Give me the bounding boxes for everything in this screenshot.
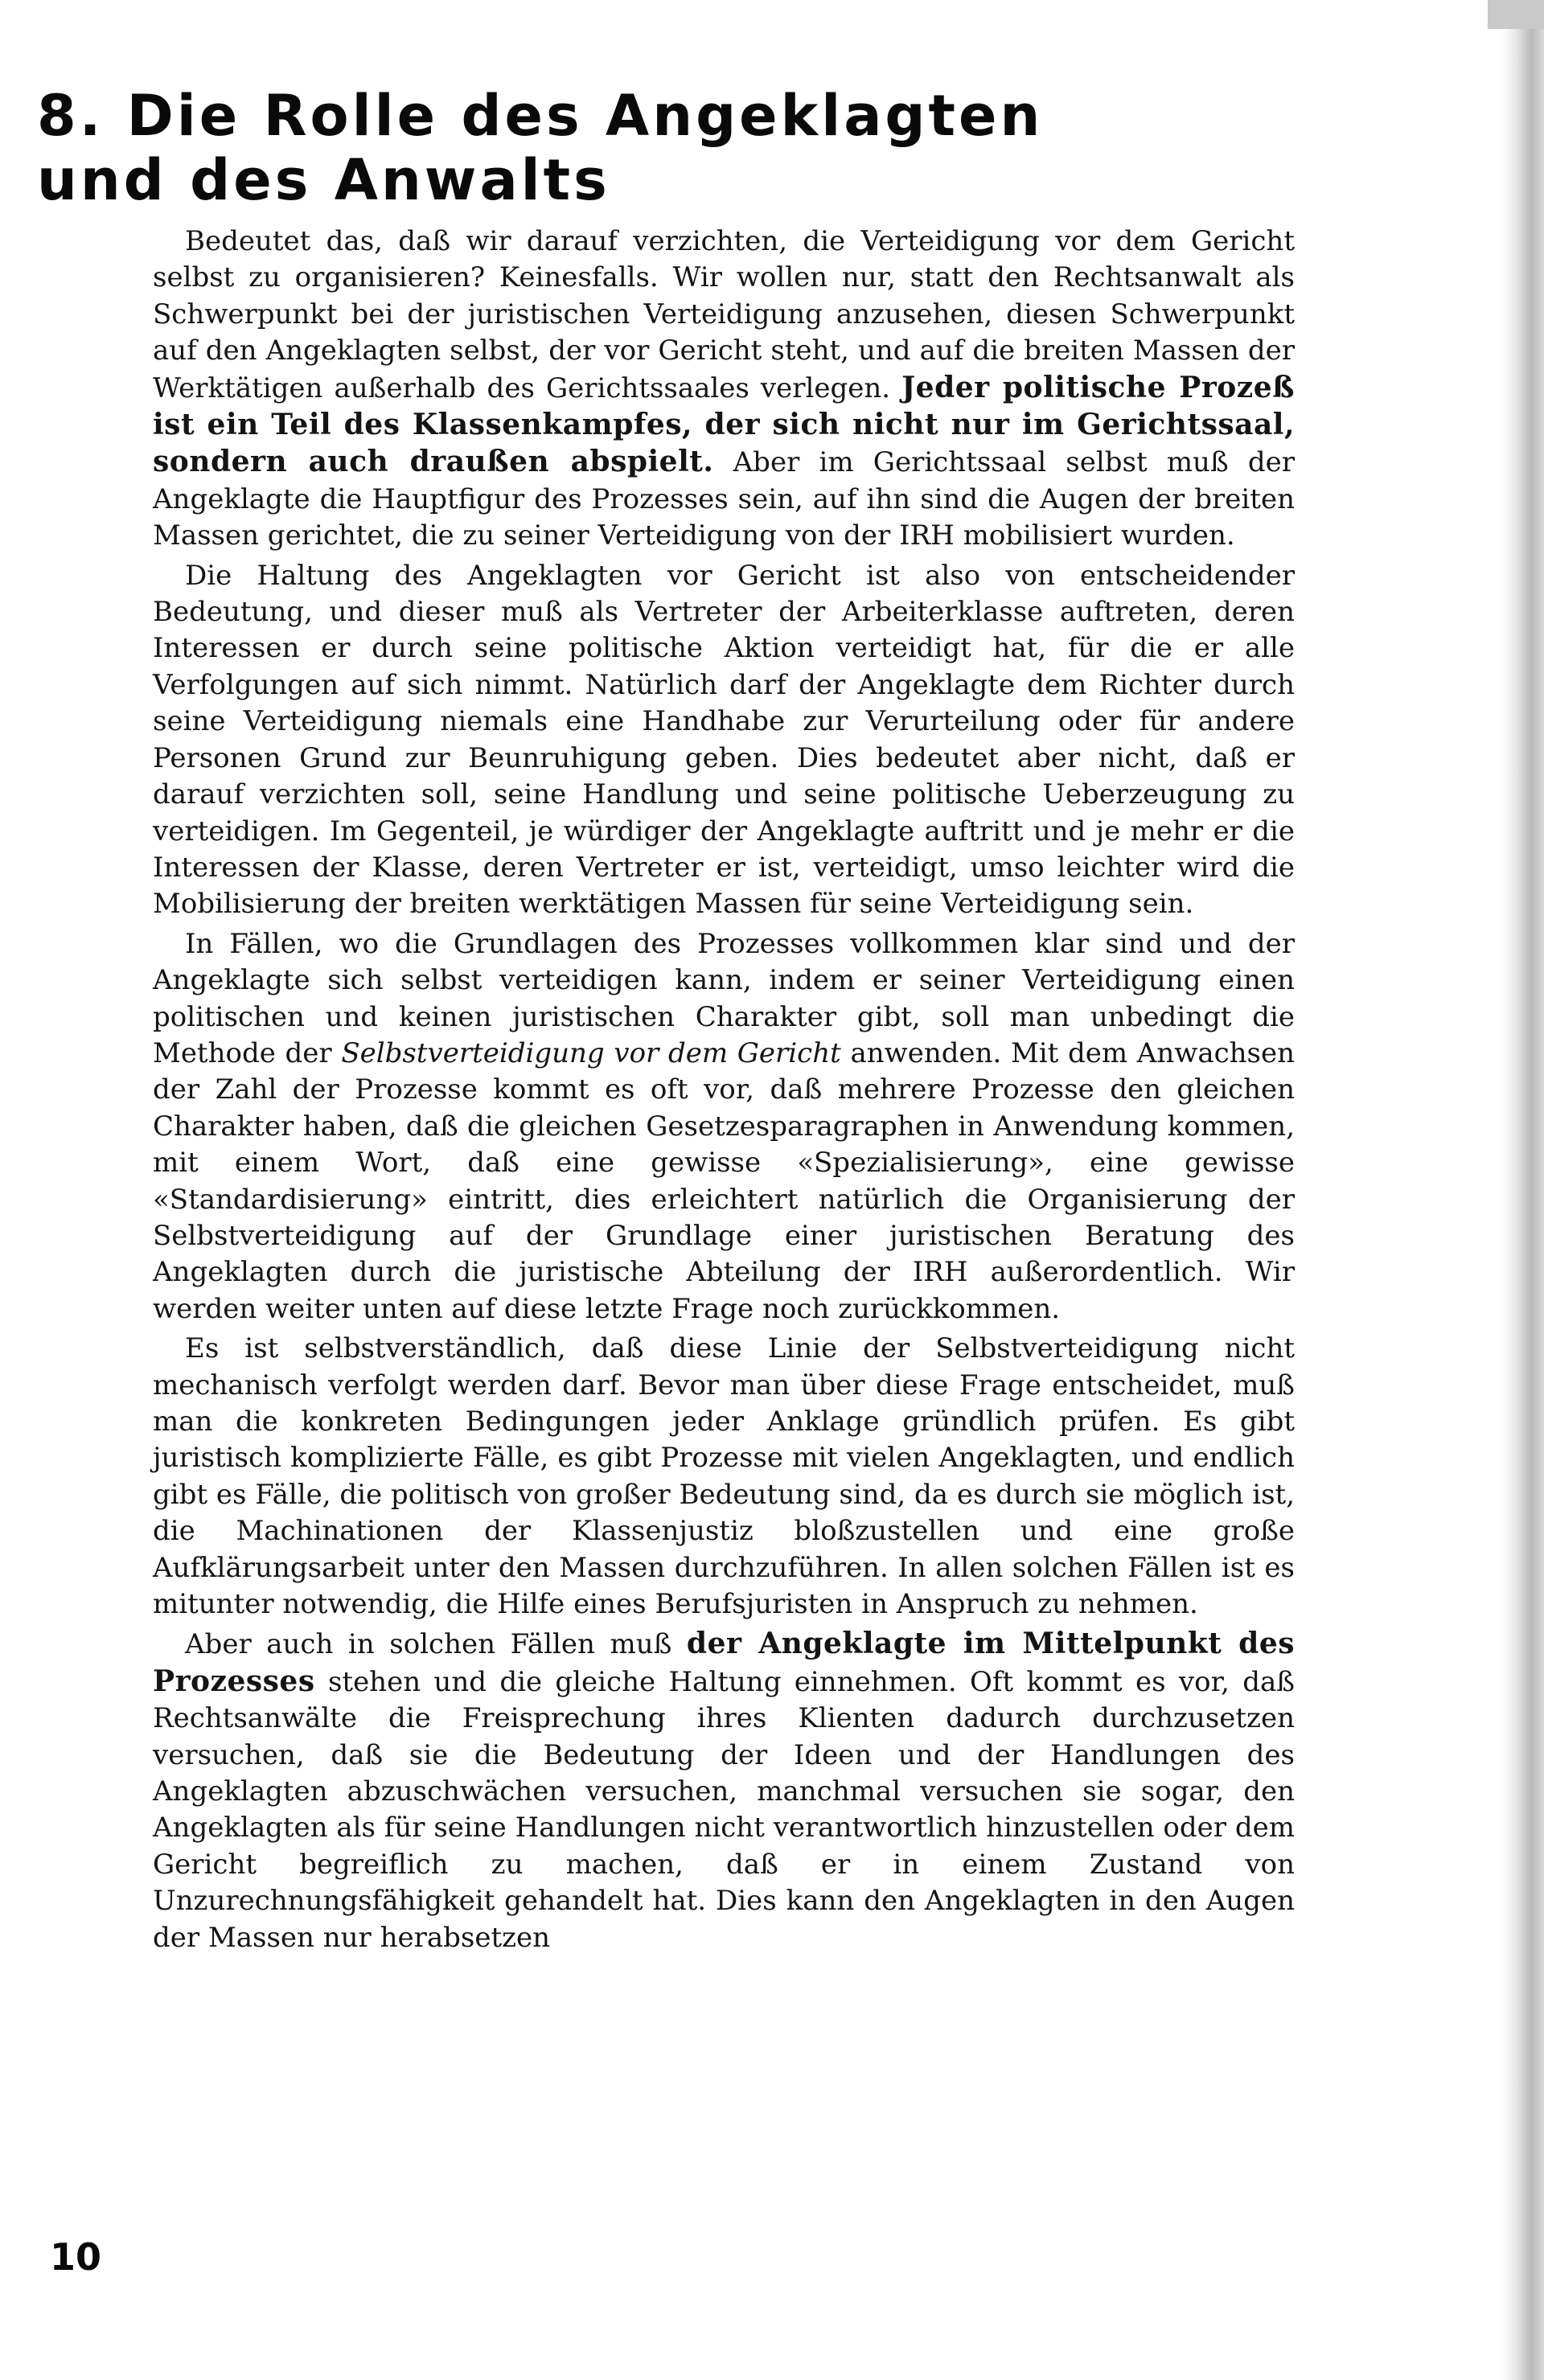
paragraph-4-text: Es ist selbstverständlich, daß diese Linie der Selbstverteidigung nicht mechanisch verfolgt werden darf. Bevor man über diese Frage entscheidet, muß man die konkreten Bedingungen jeder Anklage gründlich prüfen. Es gibt juristisch komplizierte Fälle, es gibt Prozesse mit vielen Angeklagten, und endlich gibt es Fälle, die politisch von großer Bedeutung sind, da es durch sie möglich ist, die Machinationen der Klassenjustiz bloßzustellen und eine große Aufklärungsarbeit unter den Massen durchzuführen. In allen solchen Fällen ist es mitunter notwendig, die Hilfe eines Berufsjuristen in Anspruch zu nehmen. xyxy=(153,1332,1295,1621)
paragraph-2-text: Die Haltung des Angeklagten vor Gericht ist also von entscheidender Bedeutung, und dieser muß als Vertreter der Arbeiterklasse auftreten, deren Interessen er durch seine politische Aktion verteidigt hat, für die er alle Verfolgungen auf sich nimmt. Natürlich darf der Angeklagte dem Richter durch seine Verteidigung niemals eine Handhabe zur Verurteilung oder für andere Personen Grund zur Beunruhigung geben. Dies bedeutet aber nicht, daß er darauf verzichten soll, seine Handlung und seine politische Ueberzeugung zu verteidigen. Im Gegenteil, je würdiger der Angeklagte auftritt und je mehr er die Interessen der Klasse, deren Vertreter er ist, verteidigt, umso leichter wird die Mobilisierung der breiten werktätigen Massen für seine Verteidigung sein. xyxy=(153,559,1295,921)
paragraph-4 xyxy=(153,1331,1295,1623)
body-text xyxy=(153,224,1295,1956)
paragraph-3-italic: Selbstverteidigung vor dem Gericht xyxy=(341,1036,841,1069)
page-number: 10 xyxy=(50,2235,102,2279)
chapter-heading xyxy=(37,84,1291,212)
paragraph-1 xyxy=(153,224,1295,555)
paragraph-3-text: In Fällen, wo die Grundlagen des Prozesses vollkommen klar sind und der Angeklagte sich selbst verteidigen kann, indem er seiner Verteidigung einen politischen und keinen juristischen Charakter gibt, soll man unbedingt die Methode der xyxy=(153,927,1295,1069)
paragraph-3-text-continued: anwenden. Mit dem Anwachsen der Zahl der Prozesse kommt es oft vor, daß mehrere Prozesse den gleichen Charakter haben, daß die gleichen Gesetzesparagraphen in Anwendung kommen, mit einem Wort, daß eine gewisse «Spezialisierung», eine gewisse «Standardisierung» eintritt, dies erleichtert natürlich die Organisierung der Selbstverteidigung auf der Grundlage einer juristischen Beratung des Angeklagten durch die juristische Abteilung der IRH außerordentlich. Wir werden weiter unten auf diese letzte Frage noch zurückkommen. xyxy=(153,1036,1296,1325)
paragraph-3 xyxy=(153,926,1295,1327)
page-corner xyxy=(1488,0,1544,29)
heading-line-1: 8. Die Rolle des Angeklagten xyxy=(37,83,1044,149)
paragraph-1-text-continued: Aber im Gerichtssaal selbst muß der Angeklagte die Hauptfigur des Prozesses sein, auf ihn sind die Augen der breiten Massen gerichtet, die zu seiner Verteidigung von der IRH mobilisiert wurden. xyxy=(153,446,1295,552)
paragraph-1-emphasis: Jeder politische Prozeß ist ein Teil des Klassenkampfes, der sich nicht nur im Gerichtssaal, sondern auch draußen abspielt. xyxy=(153,370,1296,479)
heading-line-2: und des Anwalts xyxy=(37,147,610,213)
paragraph-5-text-continued: stehen und die gleiche Haltung einnehmen. Oft kommt es vor, daß Rechtsanwälte die Freisprechung ihres Klienten dadurch durchzusetzen versuchen, daß sie die Bedeutung der Ideen und der Handlungen des Angeklagten abzuschwächen versuchen, manchmal versuchen sie sogar, den Angeklagten als für seine Handlungen nicht verantwortlich hinzustellen oder dem Gericht begreiflich zu machen, daß er in einem Zustand von Unzurechnungsfähigkeit gehandelt hat. Dies kann den Angeklagten in den Augen der Massen nur herabsetzen xyxy=(153,1665,1295,1954)
page-edge xyxy=(1502,0,1544,2380)
paragraph-5-text: Aber auch in solchen Fällen muß xyxy=(185,1628,672,1661)
paragraph-1-text: Bedeutet das, daß wir darauf verzichten, die Verteidigung vor dem Gericht selbst zu organisieren? Keinesfalls. Wir wollen nur, statt den Rechtsanwalt als Schwerpunkt bei der juristischen Verteidigung anzusehen, diesen Schwerpunkt auf den Angeklagten selbst, der vor Gericht steht, und auf die breiten Massen der Werktätigen außerhalb des Gerichtssaales verlegen. xyxy=(153,225,1295,404)
paragraph-5-emphasis: der Angeklagte im Mittelpunkt des Prozesses xyxy=(153,1627,1296,1698)
paragraph-2 xyxy=(153,558,1295,923)
paragraph-5 xyxy=(153,1626,1295,1956)
